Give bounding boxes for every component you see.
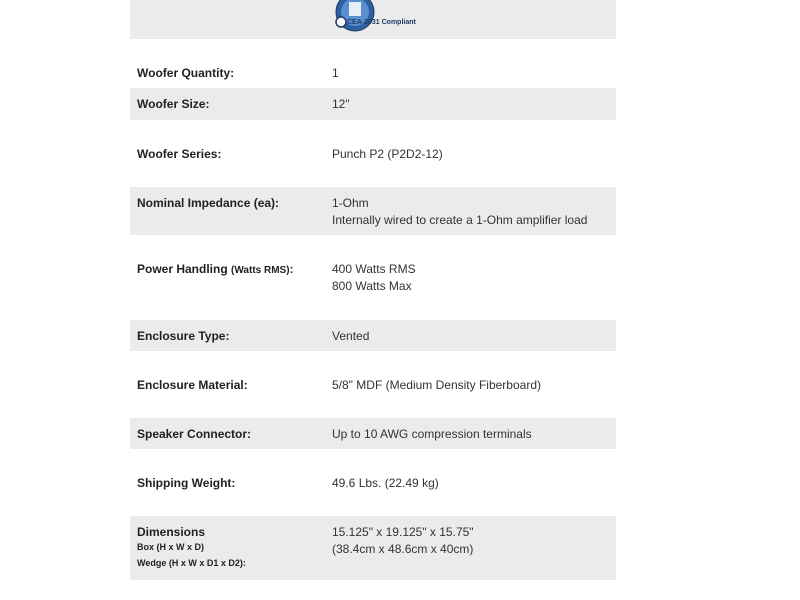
spec-label: Shipping Weight: bbox=[137, 476, 236, 490]
spec-label: Woofer Series: bbox=[137, 147, 222, 161]
spec-value bbox=[332, 195, 587, 229]
spec-row-enclosure-type bbox=[130, 320, 616, 351]
spec-value: Punch P2 (P2D2-12) bbox=[332, 147, 443, 161]
spec-label bbox=[137, 525, 246, 571]
spec-label: Nominal Impedance (ea): bbox=[137, 196, 280, 210]
badge-row bbox=[130, 0, 616, 39]
spec-label: Enclosure Material: bbox=[137, 378, 248, 392]
spec-value: Up to 10 AWG compression terminals bbox=[332, 427, 532, 441]
spec-label-main: Power Handling bbox=[137, 262, 228, 276]
spec-value: 5/8" MDF (Medium Density Fiberboard) bbox=[332, 378, 541, 392]
spec-row-woofer-size bbox=[130, 88, 616, 120]
spec-value: 12" bbox=[332, 97, 350, 111]
spec-label: Speaker Connector: bbox=[137, 427, 252, 441]
spec-row-nominal-impedance bbox=[130, 187, 616, 235]
spec-label: Woofer Size: bbox=[137, 97, 210, 111]
spec-label-small: (Watts RMS) bbox=[231, 265, 290, 276]
value-line: 1-Ohm bbox=[332, 196, 369, 210]
spec-row-speaker-connector bbox=[130, 418, 616, 449]
spec-table bbox=[130, 0, 616, 580]
spec-label-suffix: : bbox=[289, 262, 294, 276]
spec-row-enclosure-material bbox=[130, 351, 616, 418]
spec-value bbox=[332, 524, 474, 558]
value-line: 15.125" x 19.125" x 15.75" bbox=[332, 525, 474, 539]
cea-compliance-badge bbox=[332, 0, 416, 38]
value-line: (38.4cm x 48.6cm x 40cm) bbox=[332, 542, 474, 556]
spec-label bbox=[137, 262, 294, 276]
value-line: Internally wired to create a 1-Ohm amplifier load bbox=[332, 213, 588, 227]
spec-row-woofer-quantity bbox=[130, 39, 616, 88]
spec-row-power-handling bbox=[130, 235, 616, 320]
spec-value: 1 bbox=[332, 66, 339, 80]
spec-value bbox=[332, 261, 416, 295]
value-line: 800 Watts Max bbox=[332, 279, 412, 293]
spec-row-dimensions bbox=[130, 516, 616, 580]
spec-value: 49.6 Lbs. (22.49 kg) bbox=[332, 476, 439, 490]
spec-label: Enclosure Type: bbox=[137, 329, 230, 343]
spec-label: Woofer Quantity: bbox=[137, 66, 235, 80]
svg-text:CEA-2031 Compliant: CEA-2031 Compliant bbox=[347, 19, 416, 26]
spec-label-main: Dimensions bbox=[137, 525, 206, 539]
spec-value: Vented bbox=[332, 329, 370, 343]
spec-sub-label: Wedge (H x W x D1 x D2): bbox=[137, 558, 246, 568]
spec-row-shipping-weight bbox=[130, 449, 616, 516]
spec-row-woofer-series bbox=[130, 120, 616, 187]
value-line: 400 Watts RMS bbox=[332, 262, 416, 276]
spec-sub-label: Box (H x W x D) bbox=[137, 542, 205, 552]
